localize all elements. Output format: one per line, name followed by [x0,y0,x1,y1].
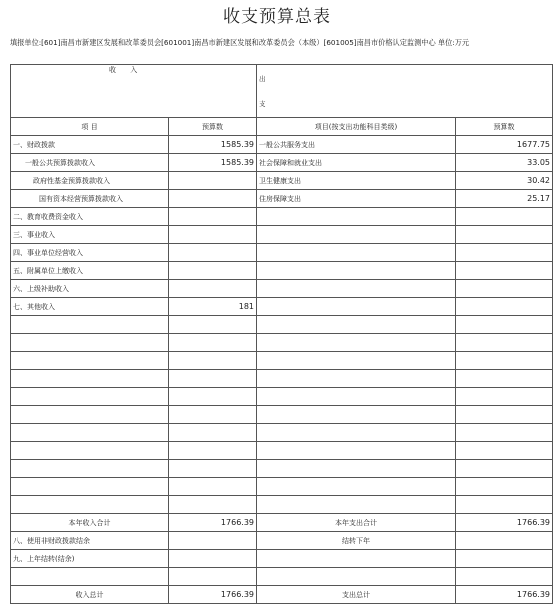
table-row [11,226,553,244]
reporting-unit-line: 填报单位:[601]南昌市新建区发展和改革委员会[601001]南昌市新建区发展和改革委员会（本级）[601005]南昌市价格认定监测中心 单位:万元 [10,38,470,47]
empty-row [11,352,553,370]
income-budget-cell: 1585.39 [169,154,257,172]
empty-cell [257,496,456,514]
spend-item-cell [257,208,456,226]
empty-cell [456,532,553,550]
empty-cell [169,568,257,586]
spend-year-total-label: 本年支出合计 [257,514,456,532]
spend-grand-total-label: 支出总计 [257,586,456,604]
empty-row [11,478,553,496]
empty-cell [11,352,169,370]
table-row [11,208,553,226]
spend-budget-cell: 33.05 [456,154,553,172]
empty-cell [257,316,456,334]
spend-item-cell [257,244,456,262]
table-row [11,244,553,262]
empty-cell [169,532,257,550]
empty-cell [257,388,456,406]
spend-budget-cell [456,280,553,298]
income-grand-total-value: 1766.39 [169,586,257,604]
prior-year-row [11,550,553,568]
empty-cell [257,406,456,424]
income-item-cell: 一、财政拨款 [11,136,169,154]
col-header-item: 项 目 [11,118,169,136]
carry-forward-label: 结转下年 [257,532,456,550]
empty-cell [257,370,456,388]
empty-cell [169,334,257,352]
empty-cell [11,568,169,586]
empty-cell [257,352,456,370]
empty-cell [257,460,456,478]
income-item-cell: 一般公共预算拨款收入 [11,154,169,172]
year-total-row [11,514,553,532]
empty-cell [169,460,257,478]
table-row [11,190,553,208]
col-header-spend-budget: 预算数 [456,118,553,136]
income-grand-total-label: 收入总计 [11,586,169,604]
empty-cell [257,478,456,496]
empty-cell [11,370,169,388]
spend-item-cell: 一般公共服务支出 [257,136,456,154]
empty-row [11,424,553,442]
spend-budget-cell [456,262,553,280]
col-header-budget: 预算数 [169,118,257,136]
empty-row [11,442,553,460]
income-spend-header-row [11,65,553,118]
empty-cell [11,496,169,514]
empty-cell [257,424,456,442]
empty-cell [11,334,169,352]
table-row [11,298,553,316]
empty-cell [169,442,257,460]
income-budget-cell: 181 [169,298,257,316]
empty-cell [169,424,257,442]
income-budget-cell [169,208,257,226]
budget-table [10,64,553,604]
empty-row [11,388,553,406]
empty-cell [456,550,553,568]
empty-cell [456,568,553,586]
empty-cell [11,478,169,496]
empty-cell [257,334,456,352]
income-item-cell: 四、事业单位经营收入 [11,244,169,262]
table-row [11,136,553,154]
empty-cell [169,388,257,406]
nonfiscal-balance-label: 八、使用非财政拨款结余 [11,532,169,550]
column-header-row [11,118,553,136]
empty-cell [11,406,169,424]
empty-cell [169,550,257,568]
spend-budget-cell: 30.42 [456,172,553,190]
spend-item-cell [257,298,456,316]
empty-cell [456,478,553,496]
income-item-cell: 国有资本经营预算拨款收入 [11,190,169,208]
spend-year-total-value: 1766.39 [456,514,553,532]
income-item-cell: 七、其他收入 [11,298,169,316]
empty-cell [456,460,553,478]
spend-item-cell: 社会保障和就业支出 [257,154,456,172]
income-header-cell [11,65,257,118]
spend-item-cell [257,262,456,280]
spend-item-cell [257,226,456,244]
table-row [11,154,553,172]
spend-header-char-2: 支 [259,100,266,108]
income-budget-cell [169,244,257,262]
empty-cell [169,478,257,496]
empty-cell [456,316,553,334]
blank-row [11,568,553,586]
spend-budget-cell [456,226,553,244]
empty-cell [456,442,553,460]
table-row [11,172,553,190]
spend-budget-cell: 25.17 [456,190,553,208]
empty-row [11,316,553,334]
income-year-total-label: 本年收入合计 [11,514,169,532]
empty-row [11,496,553,514]
empty-row [11,370,553,388]
empty-cell [11,442,169,460]
empty-cell [456,352,553,370]
empty-cell [456,406,553,424]
spend-budget-cell [456,208,553,226]
grand-total-row [11,586,553,604]
income-budget-cell [169,262,257,280]
income-budget-cell [169,226,257,244]
spend-budget-cell [456,244,553,262]
empty-cell [456,496,553,514]
empty-cell [169,370,257,388]
col-header-spend-item: 项目(按支出功能科目类级) [257,118,456,136]
income-year-total-value: 1766.39 [169,514,257,532]
spend-header-char-1: 出 [259,75,266,83]
income-item-cell: 三、事业收入 [11,226,169,244]
empty-cell [257,442,456,460]
empty-cell [169,406,257,424]
empty-row [11,460,553,478]
spend-grand-total-value: 1766.39 [456,586,553,604]
empty-cell [456,370,553,388]
table-row [11,280,553,298]
empty-cell [11,316,169,334]
spend-item-cell: 住房保障支出 [257,190,456,208]
spend-item-cell [257,280,456,298]
nonfiscal-row [11,532,553,550]
spend-header-cell [257,65,553,118]
prior-year-balance-label: 九、上年结转(结余) [11,550,169,568]
income-budget-cell [169,280,257,298]
empty-cell [11,424,169,442]
empty-cell [169,496,257,514]
empty-cell [169,352,257,370]
empty-cell [257,550,456,568]
empty-cell [456,424,553,442]
income-header: 收 入 [109,66,144,74]
income-budget-cell: 1585.39 [169,136,257,154]
empty-cell [456,334,553,352]
table-row [11,262,553,280]
empty-cell [456,388,553,406]
income-budget-cell [169,172,257,190]
empty-row [11,406,553,424]
spend-item-cell: 卫生健康支出 [257,172,456,190]
empty-cell [11,460,169,478]
income-item-cell: 政府性基金预算拨款收入 [11,172,169,190]
empty-cell [169,316,257,334]
empty-row [11,334,553,352]
empty-cell [11,388,169,406]
income-item-cell: 二、教育收费资金收入 [11,208,169,226]
income-item-cell: 六、上级补助收入 [11,280,169,298]
income-budget-cell [169,190,257,208]
income-item-cell: 五、附属单位上缴收入 [11,262,169,280]
empty-cell [257,568,456,586]
page-title: 收支预算总表 [223,7,331,27]
spend-budget-cell: 1677.75 [456,136,553,154]
spend-budget-cell [456,298,553,316]
